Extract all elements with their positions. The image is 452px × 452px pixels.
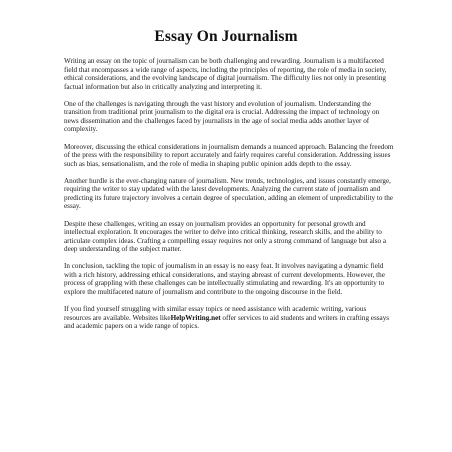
helpwriting-link[interactable]: HelpWriting.net [170,313,221,322]
paragraph-change: Another hurdle is the ever-changing nature of journalism. New trends, technologies, and issues constantly emerge, requiring the writer to stay updated with the latest developments. Analyzing the current state of journalism and predicting its future trajectory involves a certain degree of speculation, adding an element of unpredictability to the essay. [64,176,393,211]
paragraph-ethics: Moreover, discussing the ethical considerations in journalism demands a nuanced approach. Balancing the freedom of the press with the responsibility to report accurately and fairly requires careful consideration. Addressing issues such as bias, sensationalism, and the role of media in shaping public opinion adds depth to the essay. [64,142,394,168]
page-title: Essay On Journalism [154,28,298,45]
paragraph-conclusion: In conclusion, tackling the topic of journalism in an essay is no easy feat. It involves navigating a dynamic field with a rich history, addressing ethical considerations, and staying abreast of current developments. However, the process of grappling with these challenges can be intellectually stimulating and rewarding. It's an opportunity to explore the multifaceted nature of journalism and contribute to the ongoing discourse in the field. [64,262,385,296]
resources-text-before: If you find yourself struggling with similar essay topics or need assistance with academic writing, various resources are available. Websites like [64,305,367,322]
paragraph-growth: Despite these challenges, writing an essay on journalism provides an opportunity for personal growth and intellectual exploration. It encourages the writer to delve into critical thinking, research skills, and the ability to articulate complex ideas. Crafting a compelling essay requires not only a strong command of language but also a deep understanding of the subject matter. [64,219,387,254]
paragraph-intro: Writing an essay on the topic of journalism can be both challenging and rewarding. Journalism is a multifaceted field that encompasses a wide range of aspects, including the principles of reporting, the role of media in society, ethical considerations, and the evolving landscape of digital journalism. The difficulty lies not only in presenting factual information but also in critically analyzing and interpreting it. [64,57,387,91]
paragraph-history: One of the challenges is navigating through the vast history and evolution of journalism. Understanding the transition from traditional print journalism to the digital era is crucial. Addressing the impact of technology on news dissemination and the challenges faced by journalists in the age of social media adds another layer of complexity. [64,99,380,134]
paragraph-resources [64,305,394,331]
essay-body [64,57,394,339]
resources-text-after: offer services to aid students and writers in crafting essays and academic papers on a wide range of topics. [64,313,390,331]
